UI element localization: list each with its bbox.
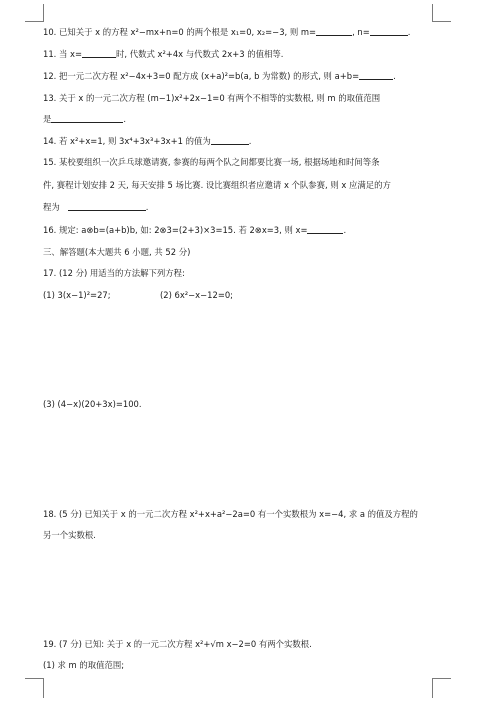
question-17-part-1: (1) 3(x−1)²=27; — [43, 290, 111, 300]
question-17: 17. (12 分) 用适当的方法解下列方程: — [43, 268, 185, 278]
question-text: 时, 代数式 x²+4x 与代数式 2x+3 的值相等. — [116, 49, 284, 59]
question-text: 12. 把一元二次方程 x²−4x+3=0 配方成 (x+a)²=b(a, b 为常数) 的形式, 则 a+b= — [43, 71, 360, 81]
question-19-part-1: (1) 求 m 的取值范围; — [43, 660, 125, 670]
question-18-continued: 另一个实数根. — [43, 530, 96, 540]
question-15-continued — [43, 202, 148, 213]
question-10 — [43, 27, 410, 38]
answer-blank — [307, 225, 343, 234]
question-text: 10. 已知关于 x 的方程 x²−mx+n=0 的两个根是 x₁=0, x₂=−3, 则 m= — [43, 27, 317, 37]
question-text: 16. 规定: a⊗b=(a+b)b, 如: 2⊗3=(2+3)×3=15. 若 2⊗x=3, 则 x= — [43, 225, 308, 235]
question-13 — [43, 93, 380, 104]
question-19: 19. (7 分) 已知: 关于 x 的一元二次方程 x²+√m x−2=0 有两个实数根. — [43, 639, 312, 649]
crop-mark-top-right — [432, 4, 433, 22]
answer-blank — [68, 202, 146, 211]
question-text: 程为 — [43, 202, 60, 212]
section-heading: 三、解答题(本大题共 6 小题, 共 52 分) — [43, 247, 191, 257]
question-text: 件, 赛程计划安排 2 天, 每天安排 5 场比赛. 设比赛组织者应邀请 x 个队参赛, 则 x 应满足的方 — [43, 180, 391, 190]
question-14 — [43, 136, 251, 147]
question-17-part-2: (2) 6x²−x−12=0; — [160, 290, 233, 300]
question-text: 13. 关于 x 的一元二次方程 (m−1)x²+2x−1=0 有两个不相等的实数根, 则 m 的取值范围 — [43, 93, 381, 103]
question-text: 14. 若 x²+x=1, 则 3x⁴+3x³+3x+1 的值为 — [43, 136, 211, 146]
crop-mark-top-left — [43, 4, 44, 22]
answer-blank — [82, 49, 116, 58]
question-text: . — [123, 114, 127, 124]
crop-mark-top-left — [25, 21, 44, 22]
crop-mark-bottom-right — [432, 678, 433, 698]
question-18: 18. (5 分) 已知关于 x 的一元二次方程 x²+x+a²−2a=0 有一个实数根为 x=−4, 求 a 的值及方程的 — [43, 509, 418, 519]
question-11 — [43, 49, 283, 60]
question-text: . — [407, 27, 411, 37]
question-text: , n= — [352, 27, 370, 37]
question-17-part-3: (3) (4−x)(20+3x)=100. — [43, 399, 142, 409]
crop-mark-bottom-right — [432, 678, 451, 679]
crop-mark-bottom-left — [25, 678, 44, 679]
crop-mark-top-right — [432, 21, 451, 22]
question-15 — [43, 157, 380, 168]
answer-blank — [51, 114, 123, 123]
answer-blank — [359, 71, 393, 80]
answer-blank — [370, 27, 408, 36]
question-13-continued — [43, 114, 126, 125]
question-text: 11. 当 x= — [43, 49, 82, 59]
question-text: . — [393, 71, 396, 81]
answer-blank — [211, 136, 249, 145]
question-15-continued — [43, 180, 391, 191]
question-text: . — [248, 136, 252, 146]
question-12 — [43, 71, 396, 82]
question-text: 15. 某校要组织一次乒乓球邀请赛, 参赛的每两个队之间都要比赛一场, 根据场地和时间等条 — [43, 157, 380, 167]
crop-mark-bottom-left — [43, 678, 44, 698]
question-text: . — [343, 225, 347, 235]
question-16 — [43, 225, 346, 236]
question-text: . — [145, 202, 149, 212]
question-text: 是 — [43, 114, 52, 124]
answer-blank — [316, 27, 352, 36]
